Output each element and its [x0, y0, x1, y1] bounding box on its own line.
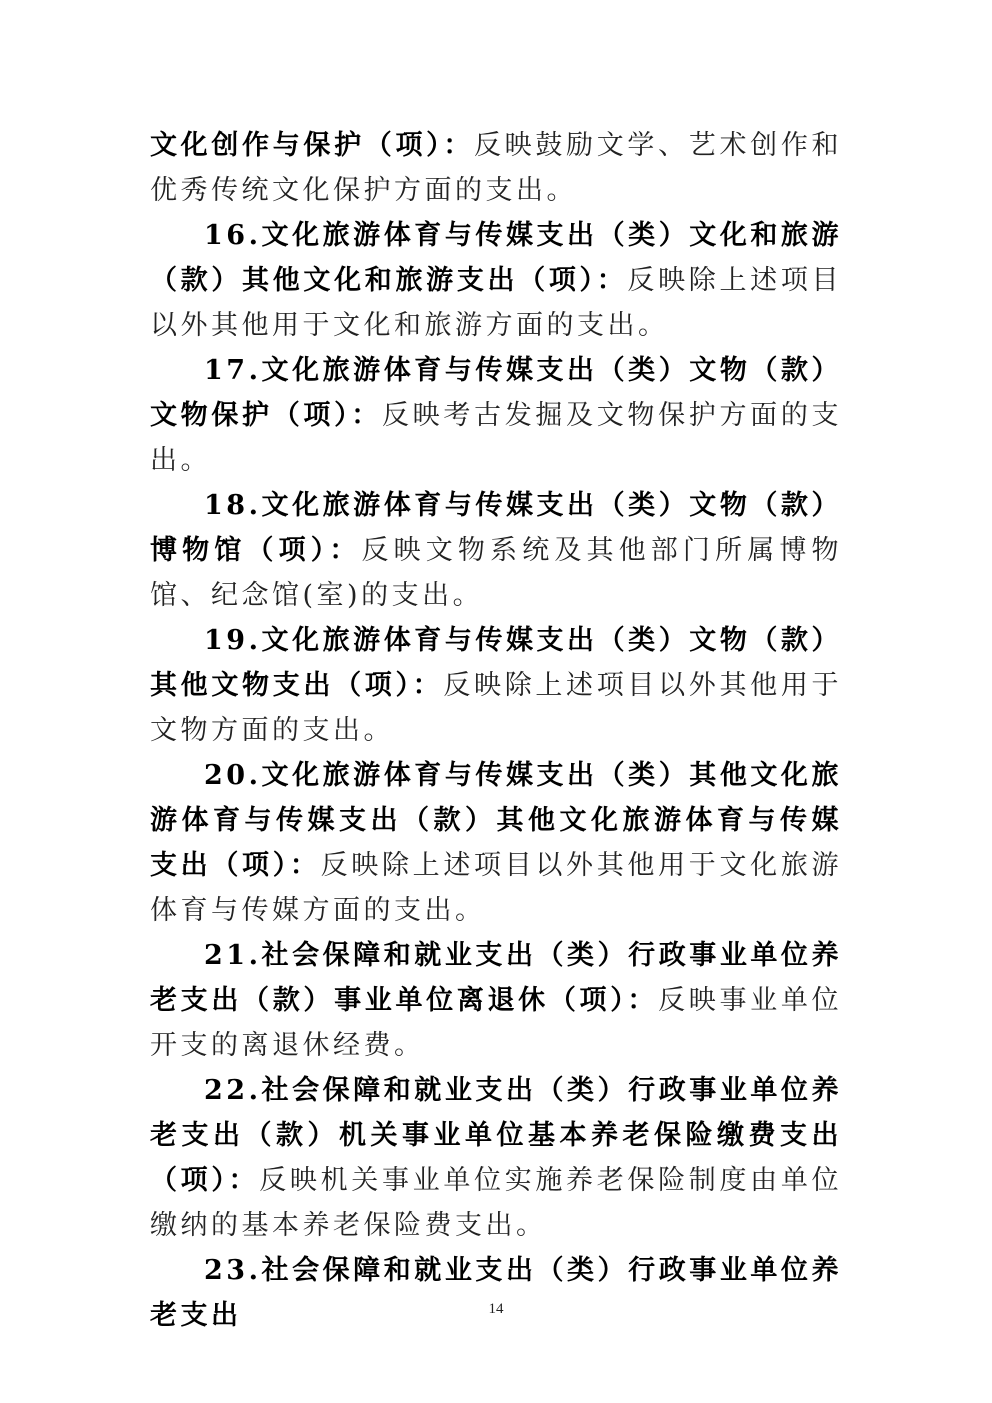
item-description: 反映除上述项目以外其他用于文物方面的支出。: [150, 670, 843, 746]
paragraph-item-20: [150, 753, 842, 933]
item-description: 反映文物系统及其他部门所属博物馆、纪念馆(室)的支出。: [150, 535, 842, 611]
item-heading: 19.文化旅游体育与传媒支出（类）文物（款）其他文物支出（项）：: [150, 625, 842, 701]
item-description: 反映考古发掘及文物保护方面的支出。: [150, 400, 843, 476]
page-number: 14: [488, 1301, 504, 1317]
item-heading: 20.文化旅游体育与传媒支出（类）其他文化旅游体育与传媒支出（款）其他文化旅游体育与传媒支出（项）：: [150, 760, 842, 881]
item-heading: 21.社会保障和就业支出（类）行政事业单位养老支出（款）事业单位离退休（项）：: [150, 940, 842, 1016]
paragraph-item-17: [150, 348, 842, 483]
paragraph-culture-creation: [150, 123, 842, 213]
paragraph-item-19: [150, 618, 842, 753]
item-heading: 17.文化旅游体育与传媒支出（类）文物（款）文物保护（项）：: [150, 355, 842, 431]
item-heading: 18.文化旅游体育与传媒支出（类）文物（款）博物馆（项）：: [150, 490, 842, 566]
paragraph-item-22: [150, 1068, 842, 1248]
document-body: [150, 123, 842, 1338]
item-heading: 16.文化旅游体育与传媒支出（类）文化和旅游（款）其他文化和旅游支出（项）：: [150, 220, 842, 296]
item-heading: 文化创作与保护（项）：: [150, 130, 474, 161]
item-description: 反映鼓励文学、艺术创作和优秀传统文化保护方面的支出。: [150, 130, 842, 206]
item-description: 反映除上述项目以外其他用于文化和旅游方面的支出。: [150, 265, 843, 341]
item-description: 反映机关事业单位实施养老保险制度由单位缴纳的基本养老保险费支出。: [150, 1165, 843, 1241]
paragraph-item-16: [150, 213, 842, 348]
item-description: 反映事业单位开支的离退休经费。: [150, 985, 843, 1061]
paragraph-item-21: [150, 933, 842, 1068]
item-heading: 23.社会保障和就业支出（类）行政事业单位养老支出: [150, 1255, 842, 1331]
item-heading: 22.社会保障和就业支出（类）行政事业单位养老支出（款）机关事业单位基本养老保险缴费支出（项）：: [150, 1075, 842, 1196]
paragraph-item-23: [150, 1248, 842, 1338]
paragraph-item-18: [150, 483, 842, 618]
item-description: 反映除上述项目以外其他用于文化旅游体育与传媒方面的支出。: [150, 850, 843, 926]
